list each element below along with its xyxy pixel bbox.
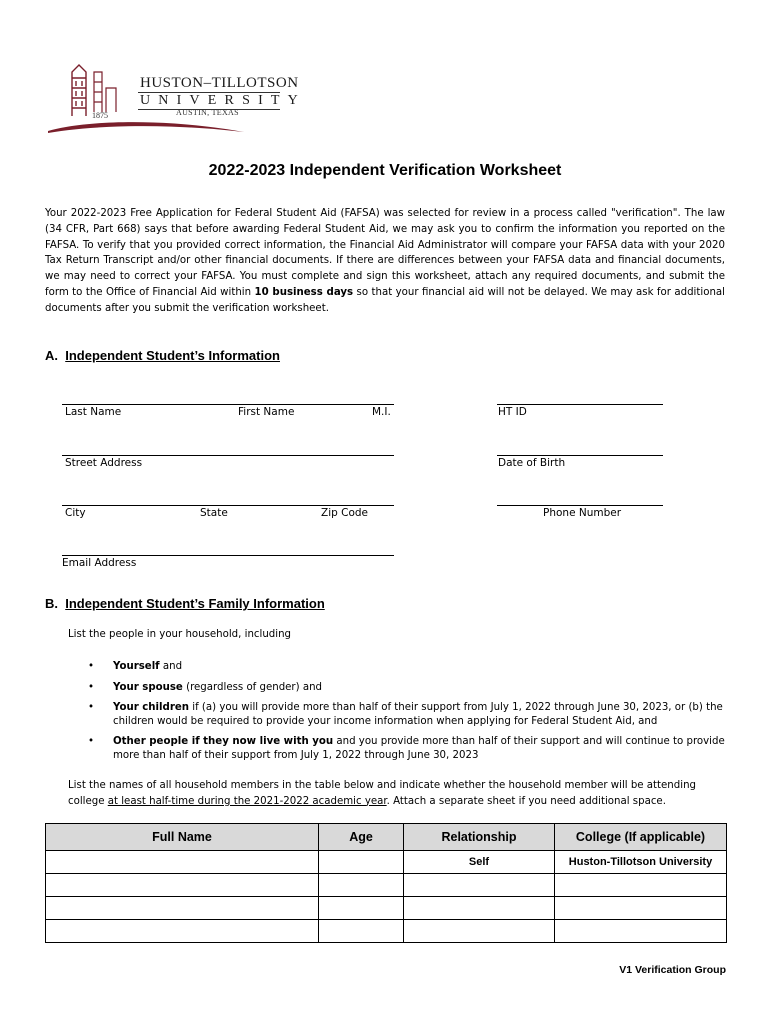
section-b-letter: B. [45,596,58,611]
section-a-letter: A. [45,348,58,363]
state-label: State [200,507,228,519]
list-item-text: and [159,661,183,672]
column-header-full-name: Full Name [46,824,319,851]
table-cell[interactable]: Huston-Tillotson University [555,851,727,874]
household-table [45,823,727,943]
section-b-heading [45,596,325,611]
list-item [88,701,728,728]
household-list-intro: List the people in your household, including [68,629,292,640]
section-a-heading [45,348,280,363]
list-item-text: and you provide more than half of their support and will continue to provide more than half of their support from July 1, 2022 through June 30, 2023 [113,736,725,761]
table-cell[interactable] [319,920,404,943]
logo-name-line2: UNIVERSITY [140,93,306,108]
phone-label: Phone Number [543,507,622,519]
university-logo [46,62,306,134]
street-label: Street Address [65,457,143,469]
bullet-icon: • [88,702,95,713]
table-row [46,897,727,920]
tower-frame-icon [92,66,132,112]
table-header-row [46,824,727,851]
household-criteria-list [88,660,728,769]
email-line[interactable] [62,555,394,556]
section-a-title: Independent Student’s Information [65,348,280,363]
table-cell[interactable] [404,897,555,920]
logo-swoosh [46,110,246,134]
first-name-label: First Name [238,406,295,418]
table-row [46,874,727,897]
list-item [88,660,728,674]
list-item-bold: Other people if they now live with you [113,736,334,747]
table-cell[interactable]: Self [404,851,555,874]
dob-line[interactable] [497,455,663,456]
table-cell[interactable] [555,874,727,897]
table-cell[interactable] [46,874,319,897]
column-header-age: Age [319,824,404,851]
intro-bold-deadline: 10 business days [254,286,354,298]
ht-id-line[interactable] [497,404,663,405]
bullet-icon: • [88,661,95,672]
city-state-zip-line[interactable] [62,505,394,506]
email-label: Email Address [62,557,137,569]
page-title: 2022-2023 Independent Verification Worksheet [208,162,562,179]
logo-location: AUSTIN, TEXAS [176,108,239,117]
bullet-icon: • [88,681,95,693]
instructions-text: List the names of all household members in the table below and indicate whether the household member will be attending college [68,780,696,807]
intro-text-end: so that your financial aid will not be delayed. We may ask for additional documents after you submit the verification worksheet. [45,286,725,314]
name-line[interactable] [62,404,394,405]
footer-verification-group: V1 Verification Group [619,964,726,976]
list-item [88,735,728,762]
section-b-title: Independent Student’s Family Information [65,596,325,611]
household-table-instructions [68,778,728,809]
intro-paragraph [45,206,725,317]
dob-label: Date of Birth [498,457,566,469]
table-cell[interactable] [46,920,319,943]
street-line[interactable] [62,455,394,456]
mi-label: M.I. [372,406,391,418]
table-cell[interactable] [319,897,404,920]
table-cell[interactable] [555,920,727,943]
intro-text: Your 2022-2023 Free Application for Federal Student Aid (FAFSA) was selected for review in a process called "verification". The law (34 CFR, Part 668) says that before awarding Federal Student Aid, we may ask you to confirm the information you reported on the FAFSA. To verify that you provided correct information, the Financial Aid Administrator will compare your FAFSA data with your 2020 Tax Return Transcript and/or other financial documents. If there are differences between your FAFSA data and financial documents, we may need to correct your FAFSA. You must complete and sign this worksheet, attach any required documents, and submit the form to the Office of Financial Aid within [45,208,725,298]
instructions-underlined: at least half-time during the 2021-2022 academic year [107,795,387,807]
zip-label: Zip Code [321,507,368,519]
table-cell[interactable] [555,897,727,920]
bullet-icon: • [88,736,95,747]
column-header-relationship: Relationship [404,824,555,851]
bell-tower-icon [68,64,90,116]
ht-id-label: HT ID [498,406,527,418]
list-item [88,681,728,695]
table-cell[interactable] [404,874,555,897]
phone-line[interactable] [497,505,663,506]
logo-name-line1: HUSTON–TILLOTSON [140,75,299,91]
table-cell[interactable] [46,897,319,920]
list-item-bold: Your spouse [113,681,183,693]
instructions-text-end: . Attach a separate sheet if you need additional space. [386,795,666,807]
table-row [46,851,727,874]
list-item-bold: Yourself [113,661,160,672]
column-header-college: College (If applicable) [555,824,727,851]
table-cell[interactable] [319,874,404,897]
list-item-text: (regardless of gender) and [182,681,322,693]
table-row [46,920,727,943]
last-name-label: Last Name [65,406,122,418]
city-label: City [65,507,86,519]
logo-year: 1875 [92,111,108,120]
list-item-bold: Your children [113,702,190,713]
table-cell[interactable] [46,851,319,874]
table-cell[interactable] [319,851,404,874]
table-cell[interactable] [404,920,555,943]
list-item-text: if (a) you will provide more than half of their support from July 1, 2022 through June 30, 2023, or (b) the children would be required to provide your income information when applying for Federal Student Aid, and [113,702,723,727]
